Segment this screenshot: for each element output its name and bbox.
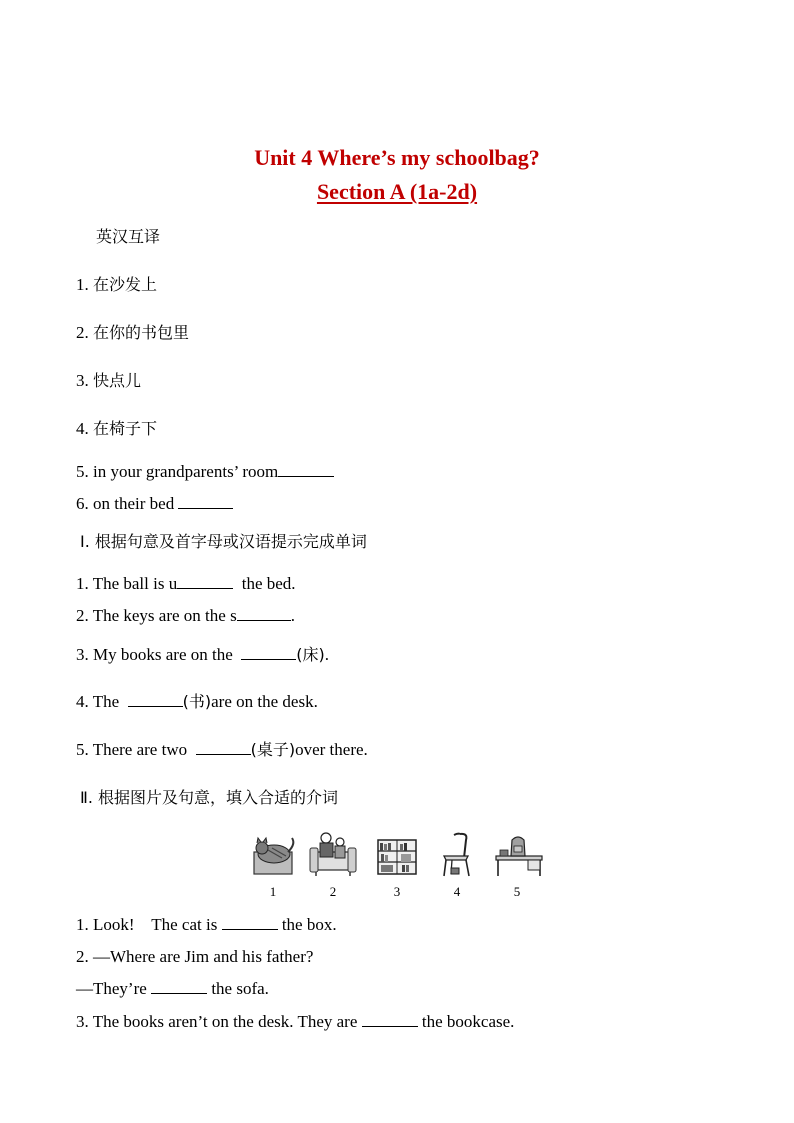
item-number: 2. — [76, 323, 89, 342]
part2-item-2-answer — [76, 978, 269, 1000]
part1-item-5 — [76, 739, 368, 761]
part2-item-2 — [76, 946, 313, 968]
part2-item-3 — [76, 1011, 514, 1033]
answer-blank[interactable] — [196, 739, 251, 755]
item-text: The — [92, 692, 124, 711]
item-text: —They’re — [76, 979, 152, 998]
picture-5 — [494, 830, 544, 882]
bookcase-icon — [372, 830, 422, 878]
answer-blank[interactable] — [241, 644, 296, 660]
item-number: 3. — [76, 371, 89, 390]
item-text: Look! The cat is — [93, 915, 222, 934]
item-text: 在椅子下 — [93, 419, 158, 438]
item-number: 1. — [76, 574, 89, 593]
translate-item-6 — [76, 493, 233, 515]
answer-blank[interactable] — [177, 573, 233, 589]
picture-3 — [372, 830, 422, 882]
picture-label-4: 4 — [453, 884, 461, 899]
item-number: 5. — [76, 462, 89, 481]
item-number: 1. — [76, 915, 89, 934]
answer-blank[interactable] — [362, 1011, 418, 1027]
translate-item-4 — [76, 418, 157, 440]
item-number: 2. — [76, 947, 89, 966]
item-text: The ball is u — [92, 574, 178, 593]
item-text: The keys are on the s — [92, 606, 237, 625]
item-number: 4. — [76, 419, 89, 438]
picture-label-2: 2 — [329, 884, 337, 899]
part2-item-1 — [76, 914, 337, 936]
item-text: My books are on the — [93, 645, 238, 664]
section-title-text: Section A (1a-2d) — [316, 179, 478, 204]
item-text: the bookcase. — [417, 1012, 515, 1031]
item-number: 3. — [76, 1012, 89, 1031]
picture-label-5: 5 — [513, 884, 521, 899]
chinese-hint: (书) — [182, 692, 212, 711]
translate-heading: 英汉互译 — [96, 227, 161, 246]
item-text: There are two — [92, 740, 192, 759]
answer-blank[interactable] — [278, 461, 334, 477]
answer-blank[interactable] — [151, 978, 207, 994]
translate-item-3 — [76, 370, 141, 392]
item-number: 4. — [76, 692, 89, 711]
item-number: 2. — [76, 606, 89, 625]
people-on-sofa-icon — [308, 830, 358, 878]
answer-blank[interactable] — [237, 605, 291, 621]
chinese-hint: (桌子) — [250, 740, 296, 759]
picture-2 — [308, 830, 358, 882]
section-title — [0, 179, 794, 205]
answer-blank[interactable] — [178, 493, 233, 509]
item-text: over there. — [295, 740, 368, 759]
item-text: the box. — [277, 915, 337, 934]
translate-item-1 — [76, 274, 157, 296]
chair-icon — [432, 830, 482, 878]
item-text: the sofa. — [207, 979, 269, 998]
part1-item-1 — [76, 573, 296, 595]
answer-blank[interactable] — [222, 914, 278, 930]
item-text: . — [324, 645, 330, 664]
picture-label-3: 3 — [393, 884, 401, 899]
picture-label-1: 1 — [269, 884, 277, 899]
unit-title: Unit 4 Where’s my schoolbag? — [254, 145, 540, 170]
item-number: 5. — [76, 740, 89, 759]
item-text: 快点儿 — [93, 371, 142, 390]
picture-4 — [432, 830, 482, 882]
answer-blank[interactable] — [128, 691, 183, 707]
chinese-hint: (床) — [296, 645, 325, 664]
part1-item-2 — [76, 605, 295, 627]
item-text: 在沙发上 — [93, 275, 158, 294]
part1-item-3 — [76, 644, 329, 666]
picture-row — [246, 830, 556, 900]
item-text: in your grandparents’ room — [93, 462, 279, 481]
item-number: 6. — [76, 494, 89, 513]
item-text: on their bed — [93, 494, 175, 513]
desk-icon — [494, 830, 544, 878]
item-number: 1. — [76, 275, 89, 294]
translate-item-5 — [76, 461, 334, 483]
item-text: the bed. — [241, 574, 296, 593]
part2-heading: Ⅱ. 根据图片及句意，填入合适的介词 — [80, 788, 339, 807]
item-text: are on the desk. — [211, 692, 318, 711]
item-text: —Where are Jim and his father? — [93, 947, 314, 966]
cat-in-box-icon — [248, 830, 298, 878]
item-number: 3. — [76, 645, 89, 664]
picture-1 — [248, 830, 298, 882]
item-text: 在你的书包里 — [93, 323, 190, 342]
part1-item-4 — [76, 691, 318, 713]
item-text: The books aren’t on the desk. They are — [92, 1012, 362, 1031]
item-text: . — [290, 606, 295, 625]
part1-heading: Ⅰ. 根据句意及首字母或汉语提示完成单词 — [80, 532, 367, 551]
translate-item-2 — [76, 322, 189, 344]
